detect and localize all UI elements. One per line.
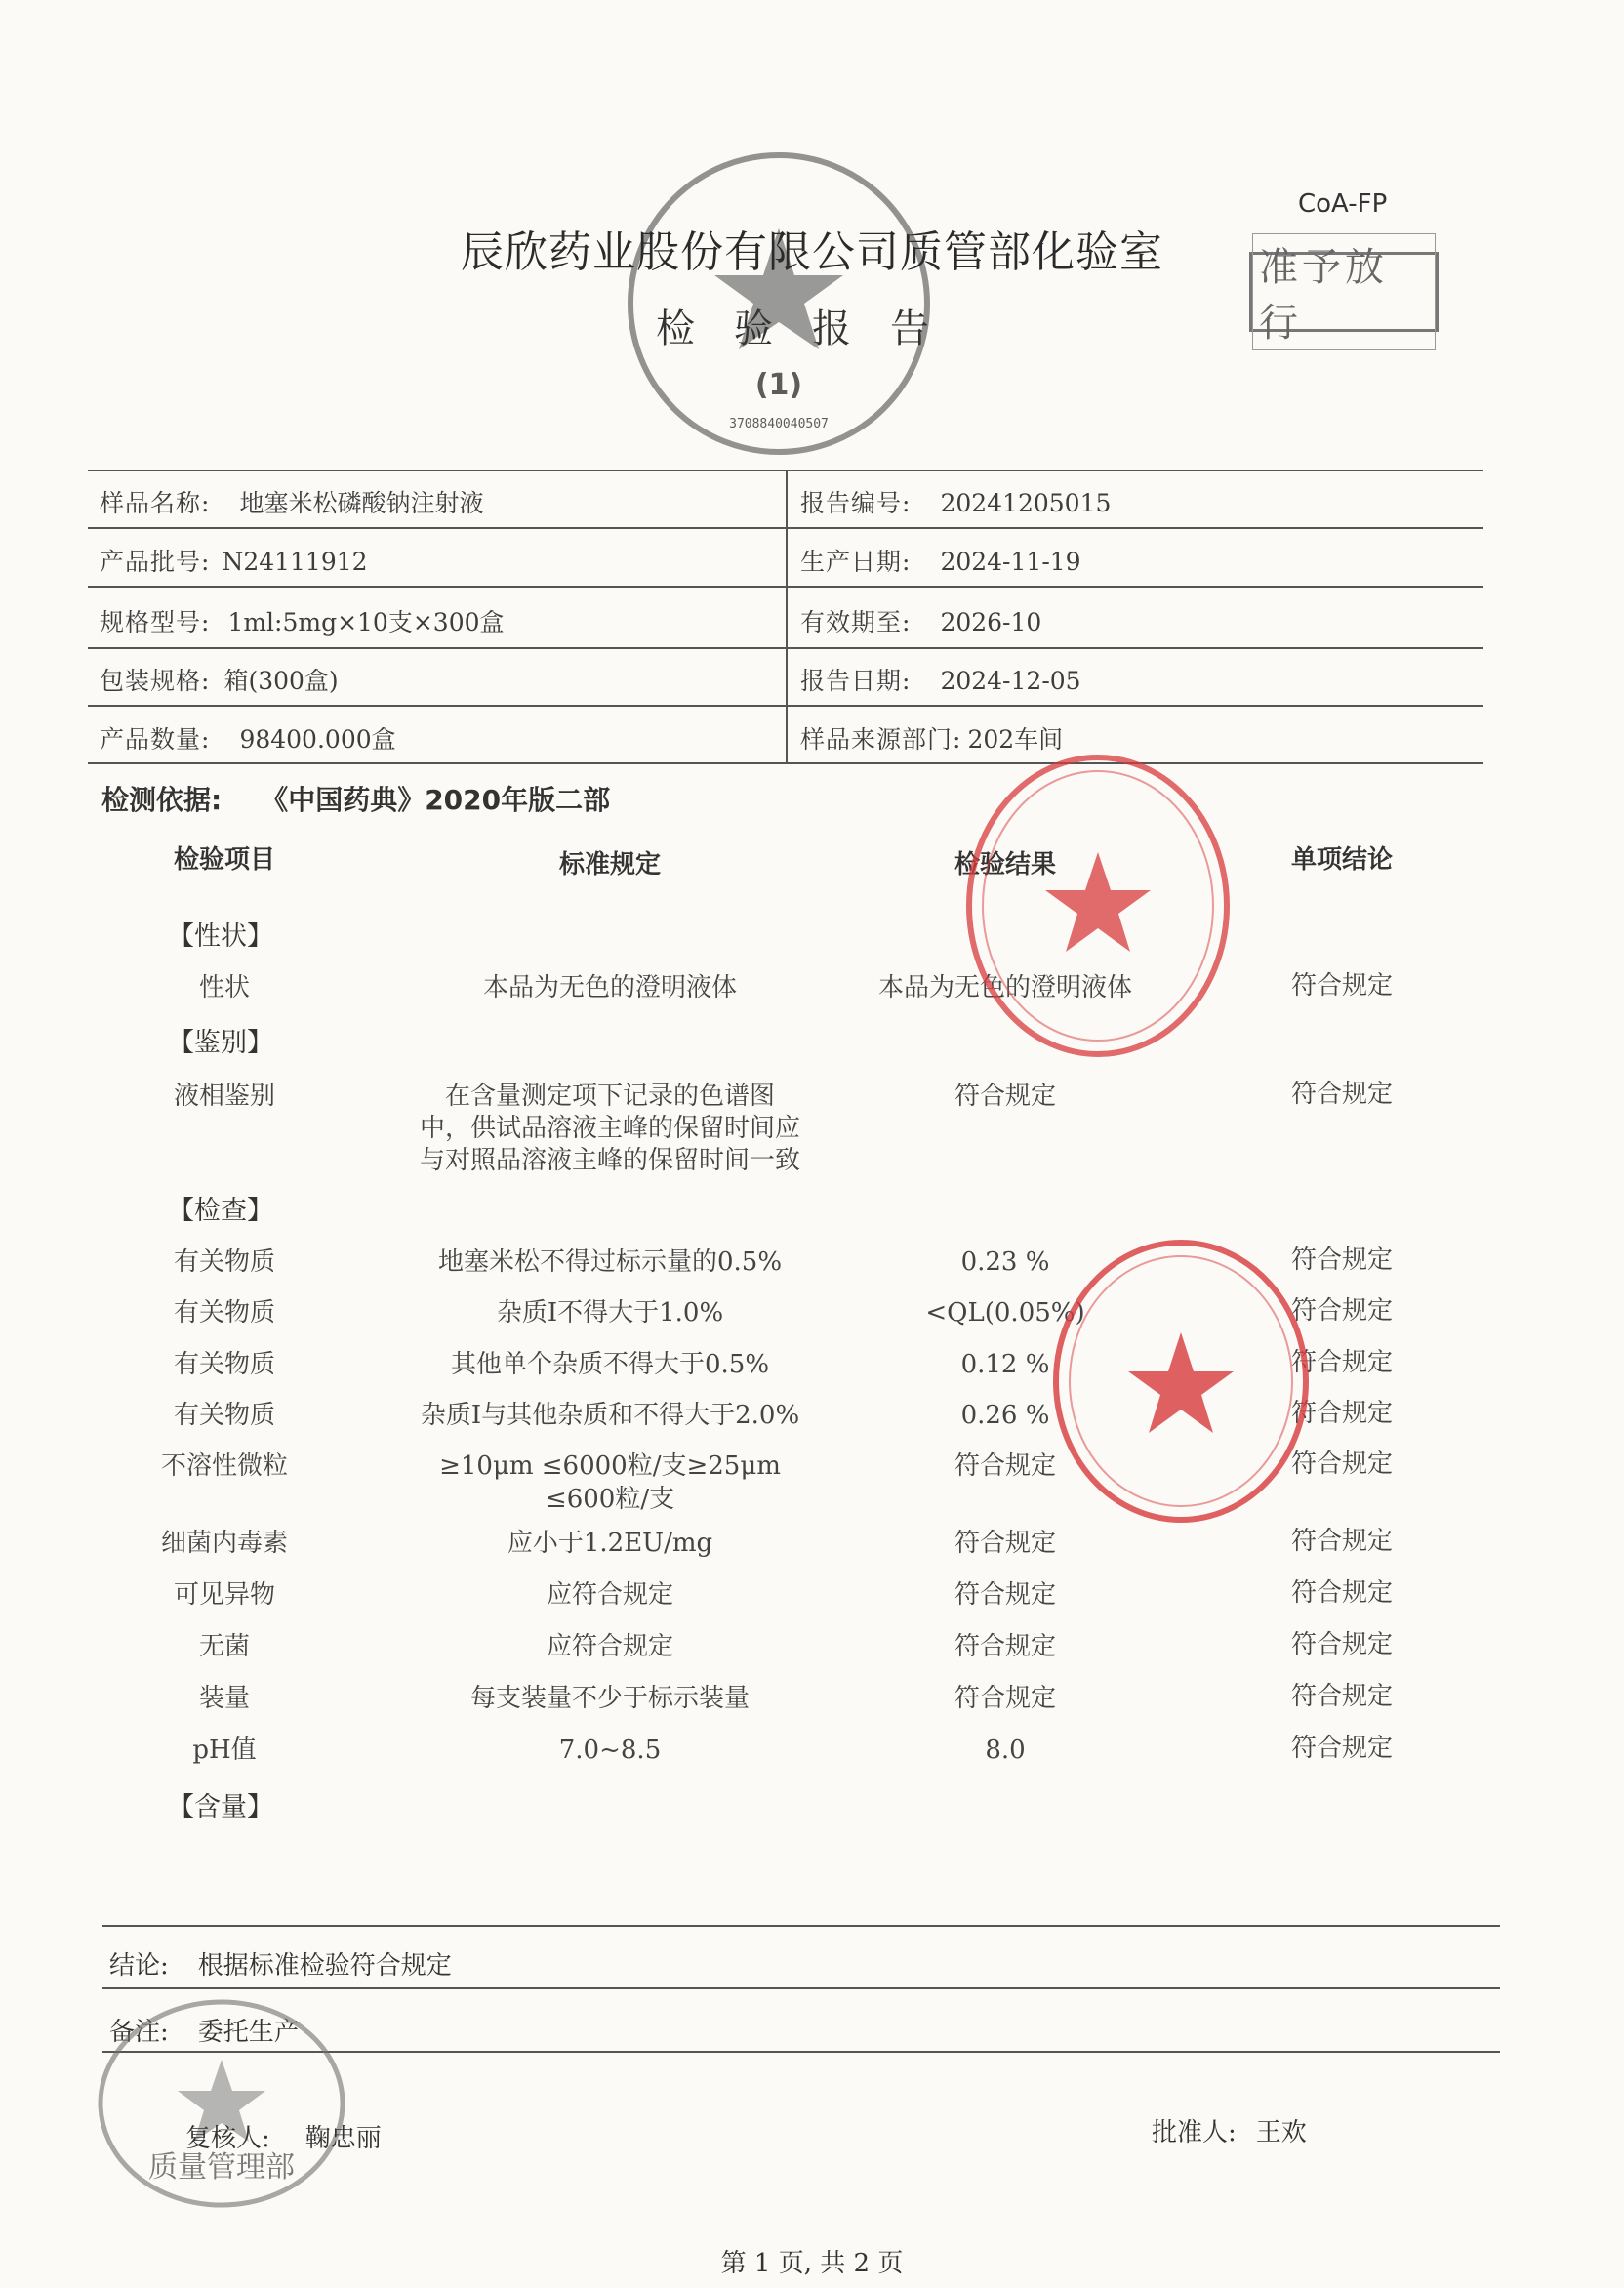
row-result: 0.26 % [960, 1401, 1050, 1430]
row-standard: 杂质I与其他杂质和不得大于2.0% [420, 1401, 800, 1430]
row-result: <QL(0.05%) [925, 1298, 1085, 1328]
row-conclusion: 符合规定 [1290, 1080, 1393, 1109]
row-item: 无菌 [198, 1632, 250, 1661]
row-conclusion: 符合规定 [1290, 1246, 1393, 1275]
section-identification: 【鉴别】 [168, 1028, 273, 1058]
row-conclusion: 符合规定 [1290, 1682, 1393, 1711]
col-header-conclusion: 单项结论 [1290, 845, 1393, 875]
info-report-date: 报告日期: 2024-12-05 [800, 667, 1081, 695]
row-result: 本品为无色的澄明液体 [877, 973, 1132, 1002]
release-stamp-text: 准予放行 [1252, 233, 1436, 350]
row-conclusion: 符合规定 [1290, 1296, 1393, 1326]
row-standard: 7.0~8.5 [558, 1736, 662, 1765]
row-item: 细菌内毒素 [160, 1529, 288, 1558]
row-standard-line: 与对照品溶液主峰的保留时间一致 [419, 1146, 800, 1175]
report-subtitle: 检验报告 [656, 306, 968, 351]
test-basis: 检测依据: 《中国药典》2020年版二部 [102, 784, 611, 816]
row-item: 液相鉴别 [173, 1082, 275, 1111]
row-item: 有关物质 [173, 1298, 275, 1328]
seal-purpose: (1) [754, 368, 803, 402]
row-item: 有关物质 [173, 1401, 275, 1430]
row-item: 装量 [198, 1684, 250, 1713]
info-package: 包装规格: 箱(300盒) [100, 667, 339, 695]
star-icon [1045, 852, 1151, 952]
remark: 备注: 委托生产 [109, 2018, 300, 2047]
table-bottom-line [88, 762, 1483, 764]
row-item: 不溶性微粒 [160, 1451, 288, 1481]
row-conclusion: 符合规定 [1290, 1527, 1393, 1556]
row-result: 符合规定 [954, 1529, 1056, 1558]
conclusion-top-line [102, 1925, 1500, 1927]
info-spec: 规格型号: 1ml:5mg×10支×300盒 [100, 608, 505, 636]
row-conclusion: 符合规定 [1290, 1348, 1393, 1377]
col-header-standard: 标准规定 [558, 850, 661, 879]
row-item: 有关物质 [173, 1350, 275, 1379]
row-standard: 杂质I不得大于1.0% [496, 1298, 724, 1328]
row-result: 符合规定 [954, 1684, 1056, 1713]
info-batch: 产品批号: N24111912 [100, 548, 368, 576]
page-title: 辰欣药业股份有限公司质管部化验室 [461, 227, 1163, 277]
section-tests: 【检查】 [168, 1196, 273, 1226]
row-result: 符合规定 [954, 1632, 1056, 1661]
row-result: 符合规定 [954, 1082, 1056, 1111]
conclusion-bottom-line [102, 1987, 1500, 1989]
red-seal-company [1044, 1235, 1318, 1528]
row-standard: 地塞米松不得过标示量的0.5% [437, 1247, 783, 1277]
row-result: 0.12 % [960, 1350, 1050, 1379]
star-icon [1128, 1332, 1234, 1433]
row-standard: 应小于1.2EU/mg [507, 1529, 713, 1558]
info-sample-name: 样品名称: 地塞米松磷酸钠注射液 [100, 489, 484, 517]
row-standard-line: ≤600粒/支 [545, 1485, 675, 1514]
col-header-item: 检验项目 [173, 845, 275, 875]
table-divider [786, 470, 788, 762]
row-item: pH值 [192, 1736, 257, 1765]
info-source: 样品来源部门: 202车间 [800, 725, 1064, 754]
row-standard: 每支装量不少于标示装量 [469, 1684, 750, 1713]
row-conclusion: 符合规定 [1290, 1450, 1393, 1479]
row-result: 符合规定 [954, 1451, 1056, 1481]
seal-dept: 质量管理部 [148, 2150, 295, 2185]
doc-code: CoA-FP [1298, 189, 1388, 219]
row-standard: 其他单个杂质不得大于0.5% [450, 1350, 770, 1379]
row-standard: 应符合规定 [546, 1580, 673, 1610]
row-item: 性状 [198, 973, 250, 1002]
row-standard-line: ≥10μm ≤6000粒/支≥25μm [439, 1451, 781, 1481]
section-assay: 【含量】 [168, 1792, 273, 1822]
row-result: 0.23 % [960, 1247, 1050, 1277]
row-conclusion: 符合规定 [1290, 1578, 1393, 1608]
row-result: 符合规定 [954, 1580, 1056, 1610]
row-conclusion: 符合规定 [1290, 1399, 1393, 1428]
row-standard: 应符合规定 [546, 1632, 673, 1661]
row-item: 有关物质 [173, 1247, 275, 1277]
row-item: 可见异物 [173, 1580, 275, 1610]
reviewer: 复核人: 鞠忠丽 [185, 2124, 382, 2153]
row-result: 8.0 [985, 1736, 1026, 1765]
info-expiry: 有效期至: 2026-10 [800, 608, 1042, 636]
section-appearance: 【性状】 [168, 921, 273, 952]
conclusion: 结论: 根据标准检验符合规定 [109, 1951, 452, 1981]
seal-code: 3708840040507 [729, 417, 829, 431]
page-number: 第 1 页, 共 2 页 [720, 2249, 904, 2278]
info-report-no: 报告编号: 20241205015 [800, 489, 1112, 517]
row-standard-line: 在含量测定项下记录的色谱图 [444, 1082, 775, 1111]
row-standard: 本品为无色的澄明液体 [482, 973, 737, 1002]
row-standard-line: 中，供试品溶液主峰的保留时间应 [419, 1114, 800, 1143]
row-conclusion: 符合规定 [1290, 1734, 1393, 1763]
red-seal-hospital [961, 750, 1235, 1062]
row-conclusion: 符合规定 [1290, 1630, 1393, 1659]
grey-seal-qa [90, 1991, 353, 2216]
col-header-result: 检验结果 [954, 850, 1056, 879]
row-conclusion: 符合规定 [1290, 971, 1393, 1001]
approver: 批准人: 王欢 [1152, 2118, 1307, 2147]
info-mfg-date: 生产日期: 2024-11-19 [800, 548, 1081, 576]
info-quantity: 产品数量: 98400.000盒 [100, 725, 396, 754]
